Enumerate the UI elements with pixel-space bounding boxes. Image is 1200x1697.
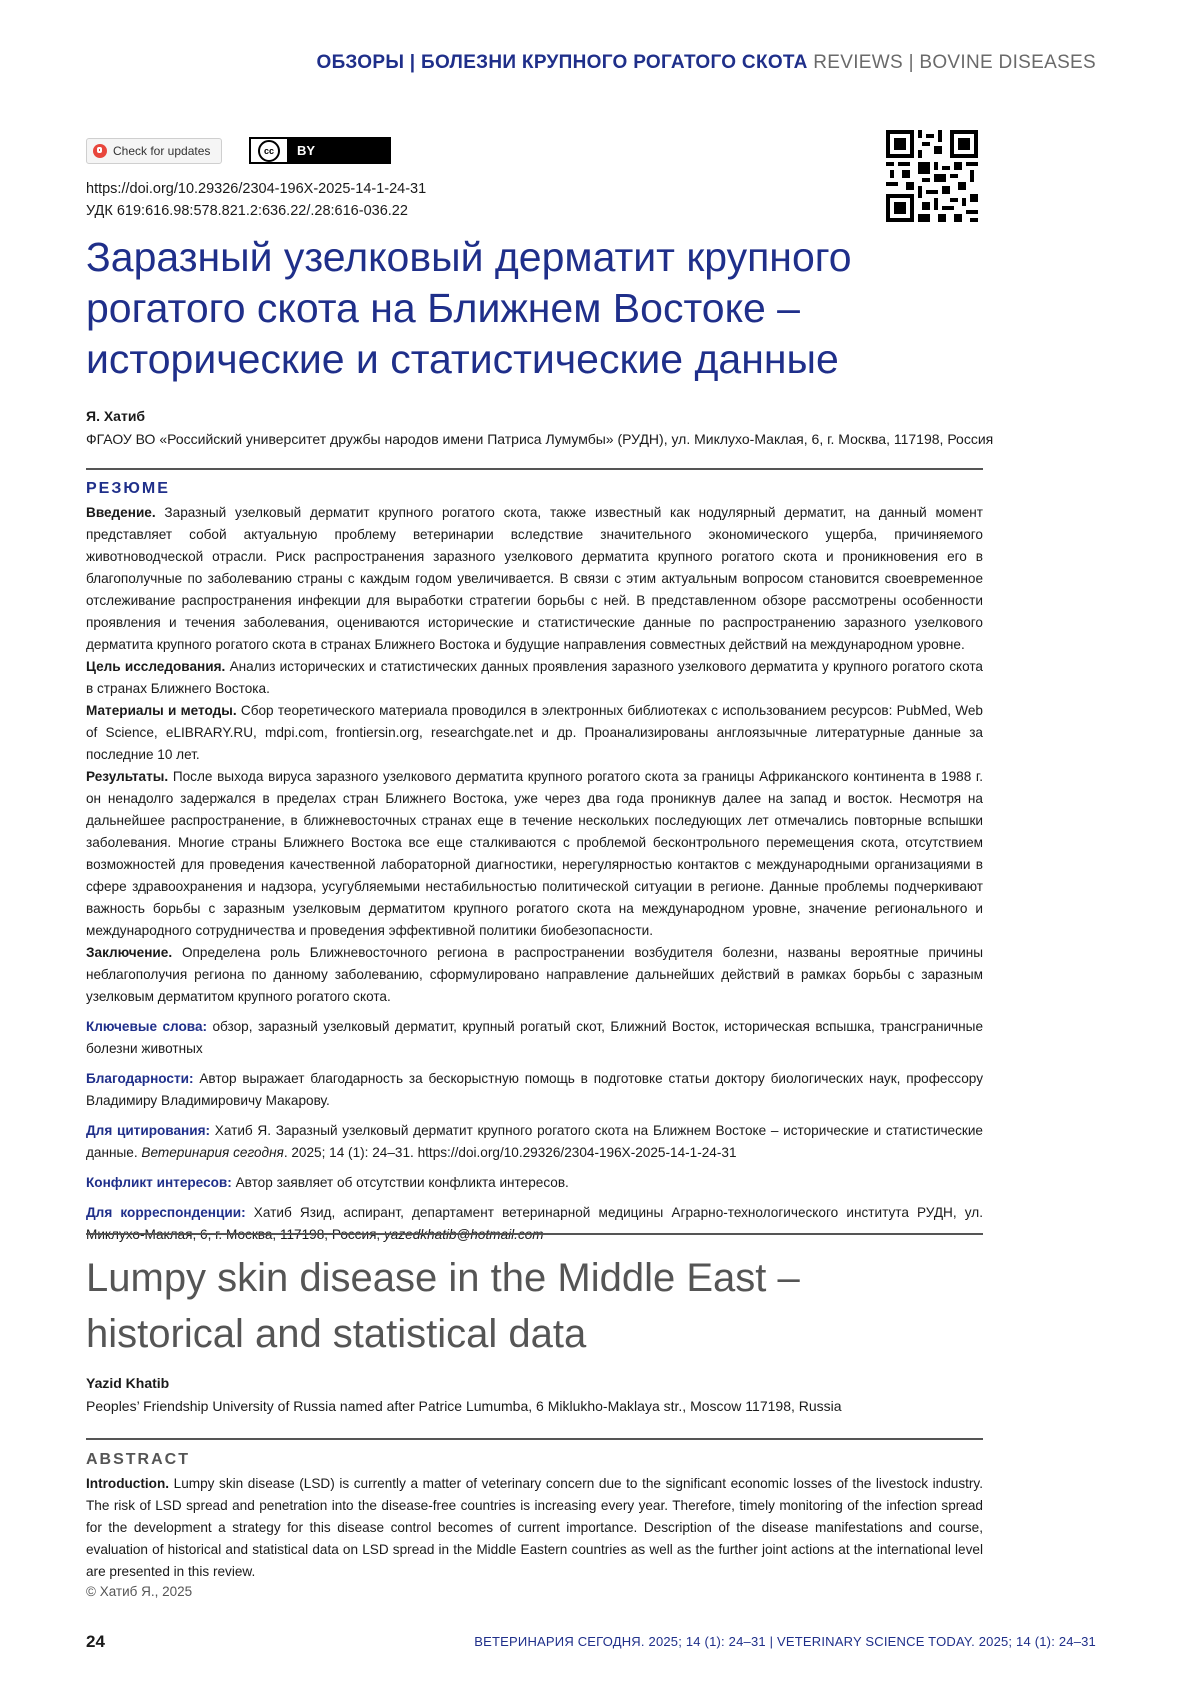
- cc-license-badge[interactable]: [249, 137, 391, 164]
- license-label: BY: [289, 143, 315, 158]
- methods-paragraph-ru: Материалы и методы. Сбор теоретического материала проводился в электронных библиотеках с использованием ресурсов: PubMed, Web of Science, eLIBRARY.RU, mdpi.com, frontiersin.org, researchgate.net и др. Проанализированы англоязычные литературные данные за последние 10 лет.: [86, 700, 983, 766]
- abstract-en: [86, 1473, 983, 1583]
- section-en: REVIEWS | BOVINE DISEASES: [813, 52, 1096, 73]
- citation-ru: Для цитирования: Хатиб Я. Заразный узелковый дерматит крупного рогатого скота на Ближнем Востоке – исторические и статистические данные. Ветеринария сегодня. 2025; 14 (1): 24–31. https://doi.org/10.29326/2304-196X-2025-14-1-24-31: [86, 1120, 983, 1164]
- divider: [86, 1438, 983, 1440]
- affiliation-ru: ФГАОУ ВО «Российский университет дружбы народов имени Патриса Лумумбы» (РУДН), ул. Миклухо-Маклая, 6, г. Москва, 117198, Россия: [86, 431, 993, 447]
- summary-heading-ru: РЕЗЮМЕ: [86, 480, 170, 498]
- intro-paragraph-en: Introduction. Lumpy skin disease (LSD) is currently a matter of veterinary concern due to the significant economic losses of the livestock industry. The risk of LSD spread and penetration into the disease-free countries is increasing every year. Therefore, timely monitoring of the infection spread for the development a strategy for this disease control becomes of current importance. Description of the disease manifestations and course, evaluation of historical and statistical data on LSD spread in the Middle Eastern countries as well as the further joint actions at the international level are presented in this review.: [86, 1473, 983, 1583]
- summary-ru: [86, 502, 983, 1246]
- conflict-ru: Конфликт интересов: Автор заявляет об отсутствии конфликта интересов.: [86, 1172, 983, 1194]
- aim-paragraph-ru: Цель исследования. Анализ исторических и статистических данных проявления заразного узелкового дерматита у крупного рогатого скота в странах Ближнего Востока.: [86, 656, 983, 700]
- acknowledgements-ru: Благодарности: Автор выражает благодарность за бескорыстную помощь в подготовке статьи доктору биологических наук, профессору Владимиру Владимировичу Макарову.: [86, 1068, 983, 1112]
- correspondence-ru: Для корреспонденции: Хатиб Язид, аспирант, департамент ветеринарной медицины Аграрно-технологического института РУДН, ул.: [86, 1202, 983, 1246]
- crossmark-icon: [93, 144, 107, 158]
- author-en: Yazid Khatib: [86, 1375, 169, 1391]
- doi-link[interactable]: https://doi.org/10.29326/2304-196X-2025-14-1-24-31: [86, 178, 426, 200]
- author-ru: Я. Хатиб: [86, 408, 145, 424]
- conclusion-paragraph-ru: Заключение. Определена роль Ближневосточного региона в распространении возбудителя болезни, названы вероятные причины неблагополучия региона по данному заболеванию, сформулировано направление дальнейших действий в рамках борьбы с заразным узелковым дерматитом крупного рогатого скота.: [86, 942, 983, 1008]
- article-title-ru: Заразный узелковый дерматит крупного рогатого скота на Ближнем Востоке – исторические и статистические данные: [86, 232, 936, 385]
- doi-block: [86, 178, 426, 222]
- page-number: 24: [86, 1632, 105, 1652]
- check-updates-badge[interactable]: [86, 138, 222, 164]
- keywords-ru: Ключевые слова: обзор, заразный узелковый дерматит, крупный рогатый скот, Ближний Восток, историческая вспышка, трансграничные болезни животных: [86, 1016, 983, 1060]
- qr-code-icon: [886, 130, 978, 222]
- affiliation-en: Peoples’ Friendship University of Russia named after Patrice Lumumba, 6 Miklukho-Maklaya str., Moscow 117198, Russia: [86, 1398, 842, 1414]
- running-header: [317, 52, 1096, 74]
- running-footer: ВЕТЕРИНАРИЯ СЕГОДНЯ. 2025; 14 (1): 24–31 | VETERINARY SCIENCE TODAY. 2025; 14 (1): 24–31: [474, 1634, 1096, 1649]
- copyright: © Хатиб Я., 2025: [86, 1584, 192, 1599]
- divider: [86, 1233, 983, 1235]
- abstract-heading-en: ABSTRACT: [86, 1451, 190, 1469]
- udk-code: УДК 619:616.98:578.821.2:636.22/.28:616-036.22: [86, 200, 426, 222]
- creative-commons-icon: cc: [251, 139, 289, 162]
- results-paragraph-ru: Результаты. После выхода вируса заразного узелкового дерматита крупного рогатого скота за границы Африканского континента в 1988 г. он ненадолго задержался в пределах стран Ближнего Востока, уже через два года проникнув далее на запад и восток. Несмотря на дальнейшее распространение, в ближневосточных странах еще в течение нескольких последующих лет отмечались повторные вспышки заболевания. Многие страны Ближнего Востока все еще сталкиваются с проблемой бесконтрольного перемещения скота, отсутствием возможностей для проведения качественной лабораторной диагностики, нерегулярностью контактов с международными организациями в сфере здравоохранения и надзора, усугубляемыми нестабильностью политической ситуации в регионе. Данные проблемы подчеркивают важность борьбы с заразным узелковым дерматитом крупного рогатого скота на международном уровне, значение регионального и международного сотрудничества и проведения эффективной политики биобезопасности.: [86, 766, 983, 942]
- divider: [86, 468, 983, 470]
- intro-paragraph-ru: Введение. Заразный узелковый дерматит крупного рогатого скота, также известный как нодулярный дерматит, на данный момент представляет собой актуальную проблему ветеринарии вследствие значительного экономического ущерба, причиняемого животноводческой отрасли. Риск распространения заразного узелкового дерматита крупного рогатого скота и проникновения его в благополучные по заболеванию страны с каждым годом увеличивается. В связи с этим актуальным вопросом становится своевременное отслеживание распространения инфекции для выработки стратегии борьбы с ней. В представленном обзоре рассмотрены особенности проявления и течения заболевания, оцениваются исторические и статистические данные по распространению заразного узелкового дерматита крупного рогатого скота в странах Ближнего Востока и будущие направления совместных действий на международном уровне.: [86, 502, 983, 656]
- section-ru: ОБЗОРЫ | БОЛЕЗНИ КРУПНОГО РОГАТОГО СКОТА: [317, 52, 808, 73]
- check-updates-label: Check for updates: [113, 144, 210, 158]
- article-title-en: Lumpy skin disease in the Middle East – historical and statistical data: [86, 1250, 936, 1362]
